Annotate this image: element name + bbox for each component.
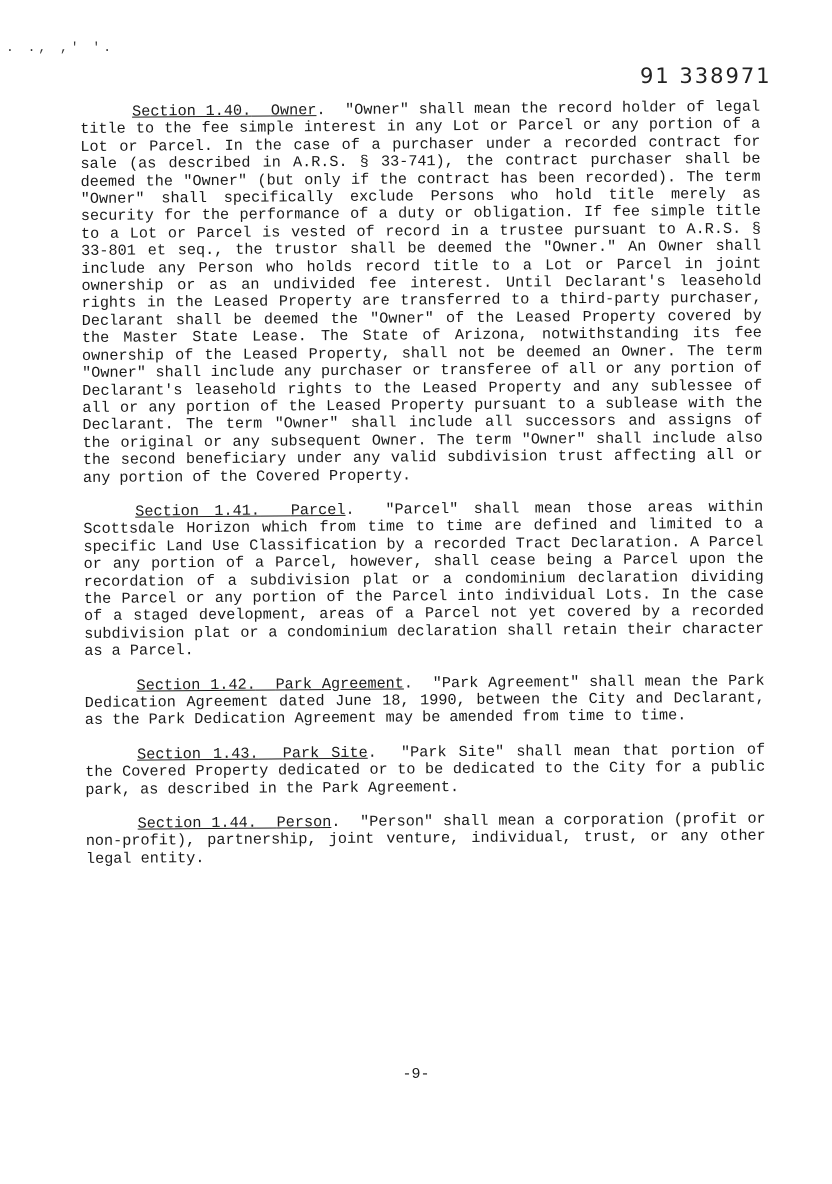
- recording-number: 91 338971: [640, 64, 772, 88]
- section-number: Section 1.44.: [137, 813, 257, 833]
- section-heading: [138, 813, 332, 833]
- page-number: -9-: [402, 1066, 430, 1083]
- section-parcel: Section 1.41. Parcel. "Parcel" shall mean those areas within Scottsdale Horizon which from time to time are defined and limited to a specific Land Use Classification by a recorded Tract Declaration. A Parcel or any portion of a Parcel, however, shall cease being a Parcel upon the recordation of a subdivision plat or a condominium declaration dividing the Parcel or any portion of the Parcel into individual Lots. In the case of a staged development, areas of a Parcel not yet covered by a recorded subdivision plat or a condominium declaration shall retain their character as a Parcel.: [83, 497, 765, 661]
- section-body: "Parcel" shall mean those areas within Scottsdale Horizon which from time to time are defined and limited to a specific Land Use Classification by a recorded Tract Declaration. A Parcel or any portion of a Parcel, however, shall cease being a Parcel upon the recordation of a subdivision plat or a condominium declaration dividing the Parcel or any portion of the Parcel into individual Lots. In the case of a staged development, areas of a Parcel not yet covered by a recorded subdivision plat or a condominium declaration shall retain their character as a Parcel.: [83, 497, 765, 661]
- section-heading: [132, 101, 316, 120]
- margin-marks: . ., ,' '.: [6, 40, 115, 55]
- section-body: "Owner" shall mean the record holder of legal title to the fee simple interest in any Lot or Parcel or any portion of a Lot or Parcel. In the case of a purchaser under a recorded contract for sale (as described in A.R.S. § 33-741), the contract purchaser shall be deemed the "Owner" (but only if the contract has been recorded). The term "Owner" shall specifically exclude Persons who hold title merely as security for the performance of a duty or obligation. If fee simple title to a Lot or Parcel is vested of record in a trustee pursuant to A.R.S. § 33-801 et seq., the trustor shall be deemed the "Owner." An Owner shall include any Person who holds record title to a Lot or Parcel in joint ownership or as an undivided fee interest. Until Declarant's leasehold rights in the Leased Property are transferred to a third-party purchaser, Declarant shall be deemed the "Owner" of the Leased Property covered by the Master State Lease. The State of Arizona, notwithstanding its fee ownership of the Leased Property, shall not be deemed an Owner. The term "Owner" shall include any purchaser or transferee of all or any portion of Declarant's leasehold rights to the Leased Property and any sublessee of all or any portion of the Leased Property pursuant to a sublease with the Declarant. The term "Owner" shall include all successors and assigns of the original or any subsequent Owner. The term "Owner" shall include also the second beneficiary under any valid subdivision trust affecting all or any portion of the Covered Property.: [80, 97, 763, 487]
- section-term: Person: [276, 813, 332, 832]
- section-body: "Person" shall mean a corporation (profit or non-profit), partnership, joint venture, individual, trust, or any other legal entity.: [85, 809, 766, 868]
- section-term: Park Agreement: [275, 674, 404, 694]
- section-term: Parcel: [290, 500, 346, 520]
- section-number: Section 1.42.: [136, 675, 256, 695]
- document-body: [80, 99, 766, 886]
- section-number: Section 1.43.: [137, 744, 259, 764]
- section-body: "Park Agreement" shall mean the Park Dedication Agreement dated June 18, 1990, between the City and Declarant, as the Park Dedication Agreement may be amended from time to time.: [84, 671, 765, 730]
- section-person: Section 1.44. Person. "Person" shall mean a corporation (profit or non-profit), partnership, joint venture, individual, trust, or any other legal entity.: [85, 809, 766, 868]
- section-body: "Park Site" shall mean that portion of the Covered Property dedicated or to be dedicated to the City for a public park, as described in the Park Agreement.: [85, 740, 766, 799]
- section-term: Owner: [270, 101, 317, 120]
- section-term: Park Site: [282, 743, 368, 763]
- section-park-site: Section 1.43. Park Site. "Park Site" shall mean that portion of the Covered Property dedicated or to be dedicated to the City for a public park, as described in the Park Agreement.: [85, 740, 766, 799]
- section-park-agreement: Section 1.42. Park Agreement. "Park Agreement" shall mean the Park Dedication Agreement dated June 18, 1990, between the City and Declarant, as the Park Dedication Agreement may be amended from time to time.: [84, 671, 765, 730]
- section-number: Section 1.41.: [135, 501, 261, 521]
- section-owner: Section 1.40. Owner. "Owner" shall mean the record holder of legal title to the fee simple interest in any Lot or Parcel or any portion of a Lot or Parcel. In the case of a purchaser under a recorded contract for sale (as described in A.R.S. § 33-741), the contract purchaser shall be deemed the "Owner" (but only if the contract has been recorded). The term "Owner" shall specifically exclude Persons who hold title merely as security for the performance of a duty or obligation. If fee simple title to a Lot or Parcel is vested of record in a trustee pursuant to A.R.S. § 33-801 et seq., the trustor shall be deemed the "Owner." An Owner shall include any Person who holds record title to a Lot or Parcel in joint ownership or as an undivided fee interest. Until Declarant's leasehold rights in the Leased Property are transferred to a third-party purchaser, Declarant shall be deemed the "Owner" of the Leased Property covered by the Master State Lease. The State of Arizona, notwithstanding its fee ownership of the Leased Property, shall not be deemed an Owner. The term "Owner" shall include any purchaser or transferee of all or any portion of Declarant's leasehold rights to the Leased Property and any sublessee of all or any portion of the Leased Property pursuant to a sublease with the Declarant. The term "Owner" shall include all successors and assigns of the original or any subsequent Owner. The term "Owner" shall include also the second beneficiary under any valid subdivision trust affecting all or any portion of the Covered Property.: [80, 97, 763, 487]
- section-number: Section 1.40.: [131, 101, 252, 121]
